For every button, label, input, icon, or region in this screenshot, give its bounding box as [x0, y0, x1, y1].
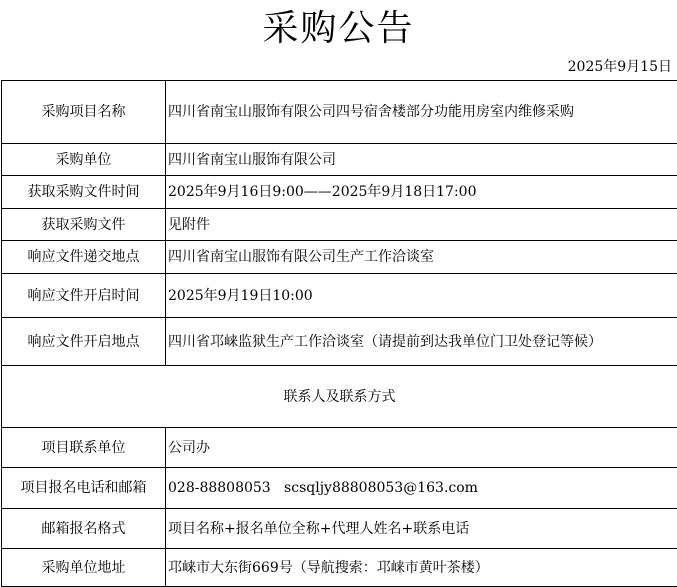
page-title: 采购公告: [0, 6, 677, 52]
row-label: 响应文件递交地点: [2, 241, 166, 274]
row-opening-location: [2, 318, 677, 366]
row-email-format: [2, 509, 677, 549]
row-value: 见附件: [166, 209, 677, 241]
contact-section-header: [2, 366, 677, 428]
row-project-name: [2, 81, 677, 144]
row-address: [2, 549, 677, 587]
row-contact-unit: [2, 428, 677, 468]
row-label: 获取采购文件: [2, 209, 166, 241]
row-phone-email: [2, 468, 677, 509]
row-document-period: [2, 176, 677, 209]
row-label: 响应文件开启地点: [2, 318, 166, 366]
row-label: 采购单位地址: [2, 549, 166, 587]
row-value: 四川省邛崃监狱生产工作洽谈室（请提前到达我单位门卫处登记等候）: [166, 318, 677, 366]
row-value: 2025年9月16日9:00——2025年9月18日17:00: [166, 176, 677, 209]
row-label: 邮箱报名格式: [2, 509, 166, 549]
row-label: 项目联系单位: [2, 428, 166, 468]
row-label: 响应文件开启时间: [2, 274, 166, 318]
row-value: 2025年9月19日10:00: [166, 274, 677, 318]
row-label: 项目报名电话和邮箱: [2, 468, 166, 509]
announcement-date: 2025年9月15日: [568, 58, 672, 76]
row-label: 采购项目名称: [2, 81, 166, 144]
row-value: 四川省南宝山服饰有限公司四号宿舍楼部分功能用房室内维修采购: [166, 81, 677, 144]
row-label: 获取采购文件时间: [2, 176, 166, 209]
row-value: 028-88808053 scsqljy88808053@163.com: [166, 468, 677, 509]
row-document-obtain: [2, 209, 677, 241]
row-value: 项目名称+报名单位全称+代理人姓名+联系电话: [166, 509, 677, 549]
row-label: 采购单位: [2, 144, 166, 176]
row-opening-time: [2, 274, 677, 318]
row-value: 四川省南宝山服饰有限公司生产工作洽谈室: [166, 241, 677, 274]
procurement-info-table: [1, 80, 677, 587]
row-value: 邛崃市大东街669号（导航搜索：邛崃市黄叶茶楼）: [166, 549, 677, 587]
row-value: 公司办: [166, 428, 677, 468]
section-title: 联系人及联系方式: [2, 366, 677, 428]
row-value: 四川省南宝山服饰有限公司: [166, 144, 677, 176]
row-purchasing-unit: [2, 144, 677, 176]
row-submission-location: [2, 241, 677, 274]
